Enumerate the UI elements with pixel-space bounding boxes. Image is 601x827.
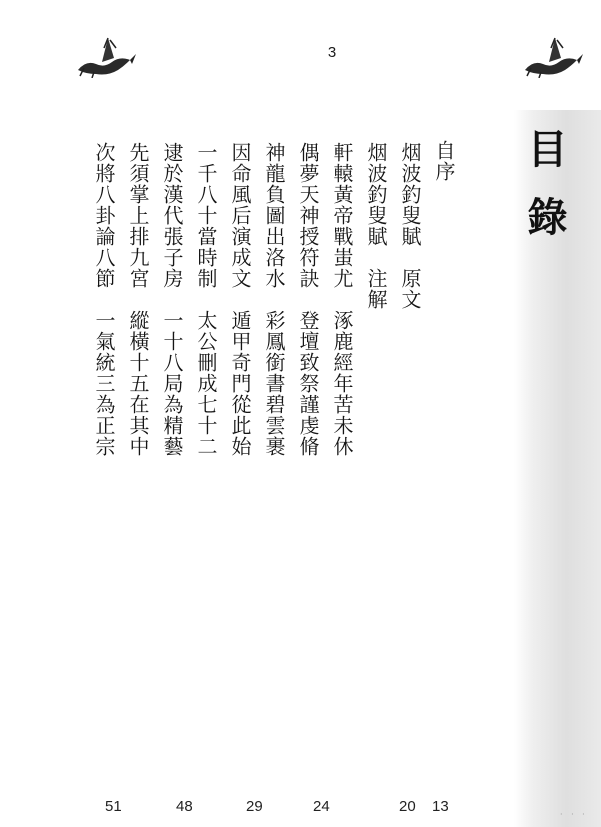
toc-entry: 偶夢天神授符訣 登壇致祭謹虔脩: [296, 142, 320, 457]
page-number: 3: [327, 44, 337, 61]
toc-title: 目錄: [521, 128, 568, 264]
page-reference: 48: [176, 798, 193, 815]
scan-noise: · · ·: [560, 810, 588, 819]
toc-entry: 因命風后演成文 遁甲奇門從此始: [228, 142, 252, 457]
winged-dragon-icon: [521, 30, 585, 78]
winged-dragon-icon: [74, 30, 138, 78]
toc-entry: 一千八十當時制 太公刪成七十二: [194, 142, 218, 457]
page-reference: 51: [105, 798, 122, 815]
toc-entry: 逮於漢代張子房 一十八局為精藝: [160, 142, 184, 457]
toc-entry: 烟波釣叟賦 注解: [364, 142, 388, 310]
toc-entry: 先須掌上排九宮 縱橫十五在其中: [126, 142, 150, 457]
toc-entry: 自序: [432, 140, 456, 182]
page-reference: 13: [432, 798, 449, 815]
toc-entry: 次將八卦論八節 一氣統三為正宗: [92, 142, 116, 457]
page-reference: 20: [399, 798, 416, 815]
toc-entry: 烟波釣叟賦 原文: [398, 142, 422, 310]
toc-entry: 軒轅黃帝戰蚩尤 涿鹿經年苦未休: [330, 142, 354, 457]
page-reference: 24: [313, 798, 330, 815]
page-reference: 29: [246, 798, 263, 815]
toc-entry: 神龍負圖出洛水 彩鳳銜書碧雲裹: [262, 142, 286, 457]
page-reference-row: [0, 798, 601, 822]
